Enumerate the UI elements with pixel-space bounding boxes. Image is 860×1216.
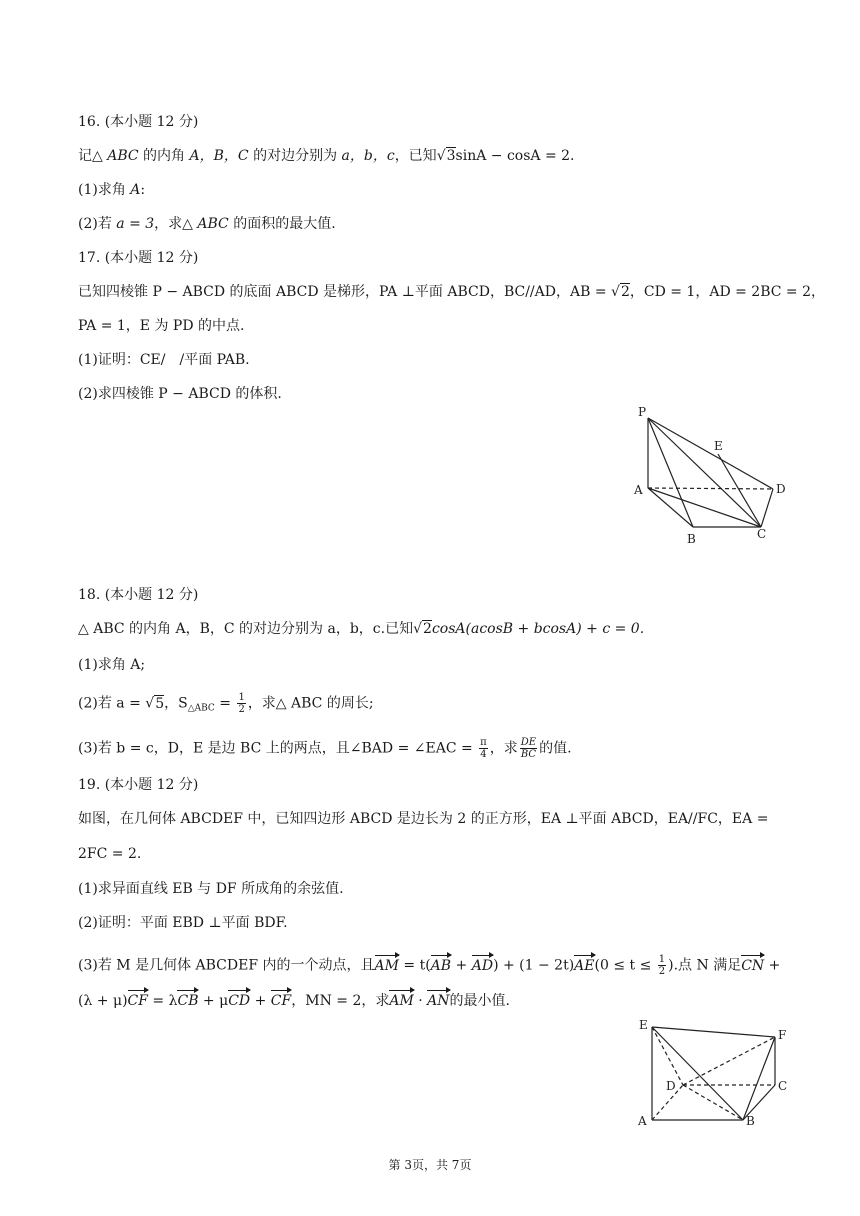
q19-stem-line1: 如图，在几何体 ABCDEF 中，已知四边形 ABCD 是边长为 2 的正方形，EA ⊥平面 ABCD，EA//FC，EA =	[78, 811, 769, 827]
label-A: A	[638, 1114, 647, 1128]
q19-part2: (2)证明：平面 EBD ⊥平面 BDF.	[78, 915, 288, 931]
edge-AC	[648, 488, 761, 527]
q18-stem: △ ABC 的内角 A，B，C 的对边分别为 a，b，c.已知√2cosA(acosB + bcosA) + c = 0.	[78, 621, 645, 637]
q17-stem-line1: 已知四棱锥 P − ABCD 的底面 ABCD 是梯形，PA ⊥平面 ABCD，BC//AD，AB = √2，CD = 1，AD = 2BC = 2，	[78, 284, 826, 300]
label-D: D	[776, 482, 786, 496]
q17-part2: (2)求四棱锥 P − ABCD 的体积.	[78, 386, 282, 402]
edge-ED-dashed	[652, 1027, 683, 1085]
q18-header: 18. (本小题 12 分)	[78, 587, 199, 603]
q19-stem-line2: 2FC = 2.	[78, 846, 142, 862]
q16-stem: 记△ ABC 的内角 A，B，C 的对边分别为 a，b，c，已知√3sinA − cosA = 2.	[78, 148, 575, 164]
q18-part3: (3)若 b = c，D，E 是边 BC 上的两点，且∠BAD = ∠EAC = $\frac{\pi}{4}$ ，求 $\frac{DE}{BC}$ 的值.	[78, 737, 572, 760]
edge-EC	[718, 454, 761, 527]
q19-part3-line2: (λ + μ)CF = λCB + μCD + CF，MN = 2，求AM · AN的最小值.	[78, 993, 510, 1009]
q19-part1: (1)求异面直线 EB 与 DF 所成角的余弦值.	[78, 881, 344, 897]
q17-pyramid-figure	[628, 402, 798, 552]
label-E: E	[714, 439, 723, 453]
edge-AB	[648, 488, 693, 527]
label-F: F	[778, 1028, 787, 1042]
q18-part2: (2)若 a = √5，$S_{\triangle ABC}$ = $\frac{1}{2}$ ，求△ ABC 的周长;	[78, 692, 374, 715]
q16-part1: (1)求角 A:	[78, 182, 146, 198]
edge-EF	[652, 1027, 775, 1037]
q17-part1: (1)证明：CE/ /平面 PAB.	[78, 352, 250, 368]
q19-solid-figure	[630, 1015, 800, 1135]
label-E: E	[639, 1018, 648, 1032]
edge-EB	[652, 1027, 743, 1120]
edge-BF	[743, 1037, 775, 1120]
label-C: C	[778, 1079, 788, 1093]
q18-part1: (1)求角 A;	[78, 657, 146, 673]
label-B: B	[687, 532, 696, 546]
q17-stem-line2: PA = 1，E 为 PD 的中点.	[78, 318, 245, 334]
edge-DF-dashed	[683, 1037, 775, 1085]
q19-part3-line1: (3)若 M 是几何体 ABCDEF 内的一个动点，且AM = t(AB + AD) + (1 − 2t)AE(0 ≤ t ≤ $\frac{1}{2}$ ).点 N 满足CN +	[78, 954, 781, 977]
label-C: C	[757, 527, 767, 541]
label-B: B	[746, 1114, 755, 1128]
edge-AD-dashed	[648, 488, 773, 489]
page-footer: 第 3页，共 7页	[388, 1158, 472, 1172]
label-A: A	[634, 483, 643, 497]
edge-CD	[761, 489, 773, 527]
q16-part2: (2)若 a = 3，求△ ABC 的面积的最大值.	[78, 216, 336, 232]
label-D: D	[666, 1079, 676, 1093]
edge-PB	[648, 418, 693, 527]
label-P: P	[638, 405, 647, 419]
q17-header: 17. (本小题 12 分)	[78, 250, 199, 266]
q16-header: 16. (本小题 12 分)	[78, 114, 199, 130]
edge-DB-dashed	[683, 1085, 743, 1120]
q19-header: 19. (本小题 12 分)	[78, 777, 199, 793]
